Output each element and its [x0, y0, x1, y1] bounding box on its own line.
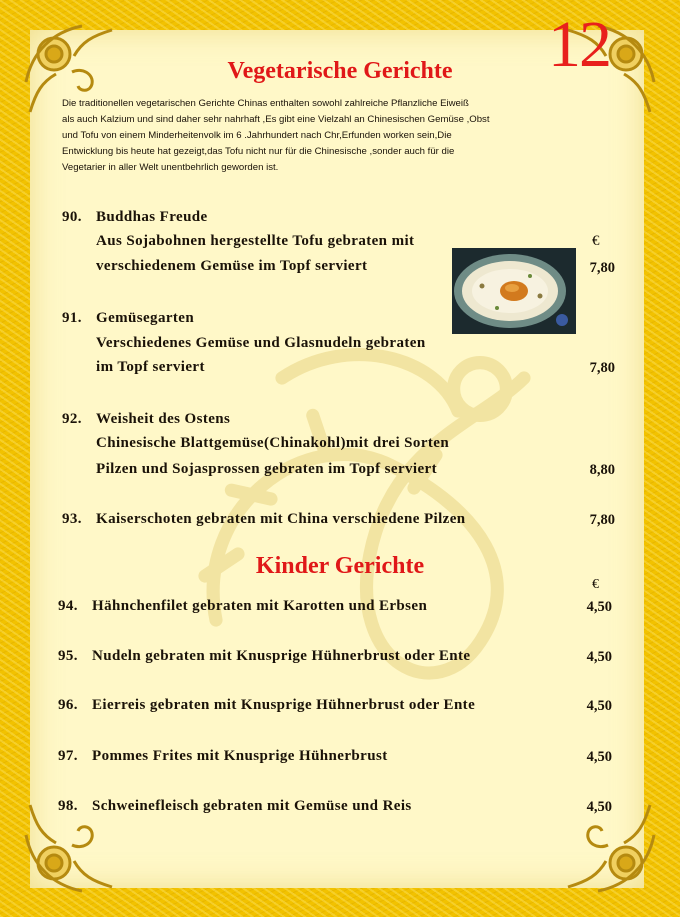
item-price: 7,80: [589, 260, 615, 276]
item-description: im Topf serviert: [96, 359, 205, 375]
item-name: Hähnchenfilet gebraten mit Karotten und Erbsen: [92, 598, 428, 614]
page-number: 12: [548, 8, 610, 81]
item-description: verschiedenem Gemüse im Topf serviert: [96, 258, 368, 274]
item-price: 4,50: [586, 799, 612, 815]
item-number: 97.: [58, 748, 78, 764]
item-name: Kaiserschoten gebraten mit China verschiedene Pilzen: [96, 511, 466, 527]
intro-line: als auch Kalzium und sind daher sehr nahrhaft ,Es gibt eine Vielzahl an Chinesischen Gemüse ,Obst: [62, 114, 490, 125]
currency-symbol: €: [592, 233, 600, 249]
section-title-kids: Kinder Gerichte: [255, 553, 425, 579]
dish-photo: [452, 248, 576, 334]
item-number: 93.: [62, 511, 82, 527]
item-number: 92.: [62, 411, 82, 427]
item-name: Eierreis gebraten mit Knusprige Hühnerbrust oder Ente: [92, 697, 476, 713]
item-price: 4,50: [586, 698, 612, 714]
item-name: Buddhas Freude: [96, 209, 208, 225]
item-description: Chinesische Blattgemüse(Chinakohl)mit drei Sorten: [96, 435, 450, 451]
intro-text: [62, 96, 582, 176]
item-number: 94.: [58, 598, 78, 614]
item-number: 98.: [58, 798, 78, 814]
item-description: Pilzen und Sojasprossen gebraten im Topf serviert: [96, 461, 438, 477]
intro-line: Entwicklung bis heute hat gezeigt,das Tofu nicht nur für die Chinesische ,sonder auch für die: [62, 146, 455, 157]
item-name: Nudeln gebraten mit Knusprige Hühnerbrust oder Ente: [92, 648, 471, 664]
intro-line: und Tofu von einem Minderheitenvolk im 6 .Jahrhundert nach Chr,Erfunden worken sein,Die: [62, 130, 452, 141]
item-price: 4,50: [586, 599, 612, 615]
intro-line: Die traditionellen vegetarischen Gerichte Chinas enthalten sowohl zahlreiche Pflanzliche Eiweiß: [62, 98, 469, 109]
item-price: 4,50: [586, 649, 612, 665]
item-price: 7,80: [589, 360, 615, 376]
item-description: Aus Sojabohnen hergestellte Tofu gebraten mit: [96, 233, 415, 249]
item-price: 7,80: [589, 512, 615, 528]
item-name: Weisheit des Ostens: [96, 411, 231, 427]
item-name: Pommes Frites mit Knusprige Hühnerbrust: [92, 748, 388, 764]
item-price: 8,80: [589, 462, 615, 478]
item-number: 91.: [62, 310, 82, 326]
item-description: Verschiedenes Gemüse und Glasnudeln gebraten: [96, 335, 426, 351]
item-name: Gemüsegarten: [96, 310, 195, 326]
item-number: 96.: [58, 697, 78, 713]
intro-line: Vegetarier in aller Welt unentbehrlich geworden ist.: [62, 162, 279, 173]
item-name: Schweinefleisch gebraten mit Gemüse und Reis: [92, 798, 412, 814]
currency-symbol: €: [592, 577, 599, 592]
section-title-vegetarian: Vegetarische Gerichte: [227, 58, 453, 84]
item-number: 90.: [62, 209, 82, 225]
item-number: 95.: [58, 648, 78, 664]
item-price: 4,50: [586, 749, 612, 765]
